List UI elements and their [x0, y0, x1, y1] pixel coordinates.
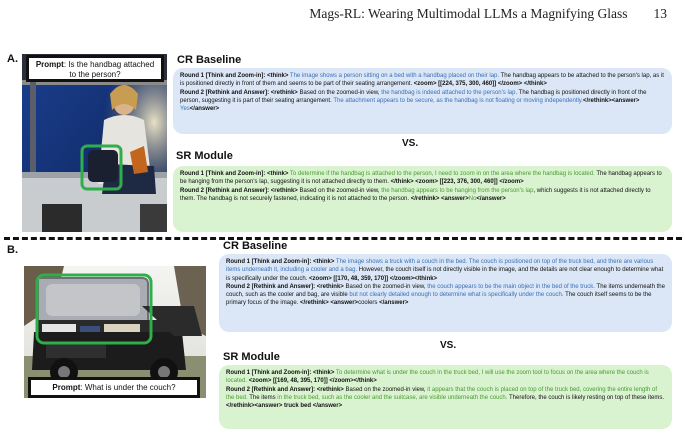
- rethink-tag: <rethink>: [315, 283, 344, 290]
- prompt-question: : Is the handbag attached to the person?: [63, 60, 155, 79]
- panel-b-baseline-bubble: [219, 254, 672, 332]
- baseline-round-1: [180, 72, 665, 89]
- module-round-2: [180, 187, 665, 204]
- round-text: The handbag appears to be hanging from the person's lap, suggesting it is not attached directly to them.: [180, 171, 662, 186]
- highlight-text: the couch appears to be the main object in the bed of the truck.: [427, 283, 595, 290]
- answer-value: Yes: [180, 106, 190, 113]
- round-label: Round 2 [Rethink and Answer]:: [226, 283, 316, 290]
- rethink-tag: <rethink>: [269, 89, 298, 96]
- module-round-2: [226, 386, 665, 411]
- think-tag: <think>: [265, 171, 289, 177]
- highlight-text: it appears that the couch is placed on top of the truck bed, covering the entire length of the bed.: [226, 386, 658, 401]
- answer-tag: </rethink> <answer>: [300, 300, 359, 307]
- prompt-tag: Prompt: [35, 60, 64, 69]
- highlight-text: the handbag appears to be hanging from the person's lap: [381, 187, 534, 194]
- panel-divider: [4, 237, 682, 240]
- running-head: [309, 6, 667, 22]
- round-text: The items: [247, 394, 278, 401]
- round-text: Based on the zoomed-in view,: [343, 283, 428, 290]
- answer-close-tag: </answer>: [311, 403, 343, 410]
- answer-tag: </rethink><answer>: [226, 403, 283, 410]
- panel-a-baseline-title: CR Baseline: [177, 54, 242, 66]
- highlight-text: To determine what is under the couch in the truck bed, I will use the zoom tool to focus on the area where the couch is located.: [226, 370, 649, 385]
- module-round-1: [180, 170, 665, 187]
- highlight-text: in the truck bed, such as the cooler and the suitcase, are visible underneath the couch.: [277, 394, 508, 401]
- rethink-tag: <rethink>: [315, 386, 344, 393]
- round-text: However, the couch itself is not directly visible in the image, and the details are not clear enough to determine what is specifically under the couch.: [226, 267, 664, 282]
- panel-a-module-title: SR Module: [176, 150, 233, 162]
- baseline-round-2: [226, 283, 665, 308]
- answer-close-tag: </answer>: [189, 106, 220, 113]
- answer-close-tag: </answer>: [476, 195, 506, 202]
- panel-a-baseline-bubble: [173, 68, 672, 134]
- zoom-tag: <zoom> [[224, 375, 300, 460]] </zoom> </think>: [413, 81, 547, 88]
- baseline-round-2: [180, 89, 665, 114]
- answer-value: No: [468, 195, 477, 202]
- round-text: Based on the zoomed-in view,: [297, 187, 382, 194]
- answer-value: coolers: [358, 300, 378, 307]
- panel-b-module-title: SR Module: [223, 351, 280, 363]
- answer-close-tag: </answer>: [377, 300, 409, 307]
- round-text: The handbag appears to be attached to the person's lap, as it is positioned directly in front of them and seems to be part of their seating arrangement.: [180, 73, 664, 88]
- round-label: Round 1 [Think and Zoom-in]:: [226, 259, 312, 265]
- module-round-1: [226, 369, 665, 386]
- highlight-text: The image shows a person sitting on a bed with a handbag placed on their lap.: [289, 73, 500, 79]
- panel-a-vs: VS.: [402, 138, 419, 149]
- panel-b-baseline-title: CR Baseline: [223, 240, 288, 252]
- round-text: Based on the zoomed-in view,: [343, 386, 428, 393]
- panel-b-prompt-box: [28, 377, 200, 398]
- round-text: The couch itself seems to be the primary focus of the image.: [226, 292, 652, 307]
- round-text: Based on the zoomed-in view,: [297, 89, 382, 96]
- answer-tag: </rethink> <answer>: [410, 195, 469, 202]
- highlight-text: To determine if the handbag is attached to the person, I need to zoom in on the area where the handbag is located.: [288, 171, 595, 177]
- rethink-tag: <rethink>: [269, 187, 298, 194]
- panel-a-label: A.: [7, 53, 18, 65]
- panel-a-prompt-box: [26, 55, 164, 82]
- round-label: Round 2 [Rethink and Answer]:: [180, 187, 270, 194]
- prompt-question: : What is under the couch?: [80, 383, 176, 392]
- panel-b-module-bubble: [219, 365, 672, 429]
- panel-b-label: B.: [7, 244, 18, 256]
- zoom-tag: <zoom> [[169, 48, 395, 170]] </zoom></think>: [248, 378, 377, 385]
- round-label: Round 1 [Think and Zoom-in]:: [180, 171, 266, 177]
- round-label: Round 1 [Think and Zoom-in]:: [180, 73, 266, 79]
- highlight-text: The attachment appears to be secure, as the handbag is not floating or moving independently.: [333, 97, 584, 104]
- highlight-text: but not clearly detailed enough to determine what is specifically under the couch.: [349, 292, 564, 299]
- prompt-tag: Prompt: [52, 383, 81, 392]
- page-number: 13: [653, 6, 667, 21]
- think-tag: <think>: [311, 370, 335, 376]
- round-text: The handbag is positioned directly in front of the person, suggesting it is part of their seating arrangement.: [180, 89, 647, 104]
- round-text: , which suggests it is not attached directly to them. The handbag is not securely fastened, indicating it is not attached to the person.: [180, 187, 651, 202]
- round-text: The items underneath the couch, such as the cooler and bag, are visible: [226, 283, 665, 299]
- highlight-text: the handbag is indeed attached to the person's lap.: [381, 89, 518, 96]
- highlight-text: The image shows a truck with a couch in the bed. The couch is positioned on top of the truck bed, and there are various items underneath it, including a cooler and a bag.: [226, 259, 654, 274]
- panel-b-vs: VS.: [440, 340, 457, 351]
- answer-tag: </rethink><answer>: [583, 97, 640, 104]
- panel-a-module-bubble: [173, 166, 672, 232]
- paper-title: Mags-RL: Wearing Multimodal LLMs a Magnifying Glass: [309, 6, 628, 21]
- zoom-tag: <zoom> [[170, 48, 359, 170]] </zoom></think>: [309, 275, 438, 282]
- round-text: Therefore, the couch is likely resting on top of these items.: [507, 394, 665, 401]
- baseline-round-1: [226, 258, 665, 283]
- round-label: Round 2 [Rethink and Answer]:: [180, 89, 270, 96]
- round-label: Round 2 [Rethink and Answer]:: [226, 386, 316, 393]
- think-tag: <think>: [311, 259, 335, 265]
- round-label: Round 1 [Think and Zoom-in]:: [226, 370, 312, 376]
- zoom-tag: </think> <zoom> [[223, 376, 300, 460]] </zoom>: [390, 179, 524, 186]
- answer-value: truck bed: [282, 403, 312, 410]
- think-tag: <think>: [267, 73, 289, 79]
